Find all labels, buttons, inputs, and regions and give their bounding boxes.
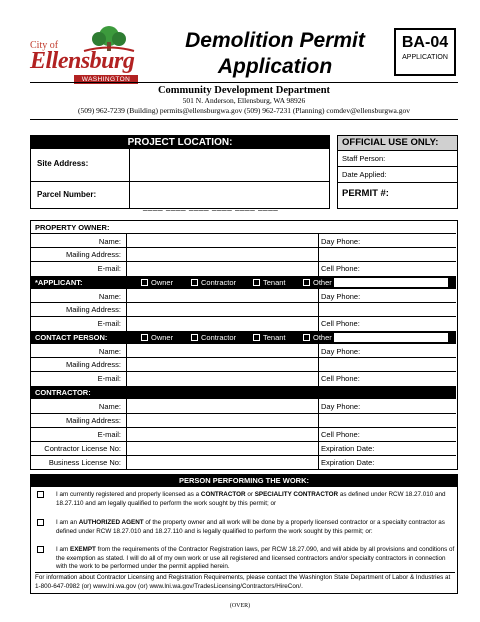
contact-owner-option[interactable] (141, 333, 173, 342)
authorized-agent-checkbox[interactable] (37, 519, 44, 526)
business-license-expiration-label: Expiration Date: (321, 458, 375, 467)
city-logo (30, 24, 155, 84)
parcel-number-label: Parcel Number: (37, 190, 97, 199)
checkbox[interactable] (141, 279, 148, 286)
checkbox[interactable] (253, 334, 260, 341)
project-location-heading: PROJECT LOCATION: (31, 136, 329, 149)
owner-cell-phone-label: Cell Phone: (321, 264, 360, 273)
divider (126, 344, 127, 386)
contact-information-form (30, 220, 458, 470)
department-contacts: (509) 962-7239 (Building) permits@ellensburgwa.gov (509) 962-7231 (Planning) comdev@ellensburgwa.gov (77, 106, 411, 115)
staff-person-label: Staff Person: (338, 150, 457, 166)
business-license-label: Business License No: (48, 458, 121, 467)
contractor-mailing-label: Mailing Address: (65, 416, 121, 425)
checkbox[interactable] (141, 334, 148, 341)
exempt-checkbox[interactable] (37, 546, 44, 553)
contact-tenant-option[interactable] (253, 333, 286, 342)
logo-state: WASHINGTON (74, 75, 138, 84)
contractor-license-expiration-label: Expiration Date: (321, 444, 375, 453)
contact-tenant-label: Tenant (263, 333, 286, 342)
divider (31, 441, 456, 442)
contact-contractor-option[interactable] (191, 333, 236, 342)
applicant-other-label: Other (313, 278, 332, 287)
contact-email-label: E-mail: (97, 374, 121, 383)
divider (318, 289, 319, 331)
contact-other-field[interactable] (334, 333, 448, 342)
parcel-number-field[interactable]: ____ ____ ____ ____ ____ ____ (143, 202, 279, 211)
site-address-label: Site Address: (37, 159, 89, 168)
contractor-email-label: E-mail: (97, 430, 121, 439)
contact-cell-phone-label: Cell Phone: (321, 374, 360, 383)
licensing-info-text: For information about Contractor Licensing and Registration Requirements, please contact the Washington State Department of Labor & Industries at 1-800-647-0982 (or) www.lni.wa.gov (or) www.lni.wa.gov/TradesLicensing/Contractors/HireCon/. (35, 572, 455, 591)
applicant-heading: *APPLICANT: (31, 276, 456, 289)
owner-email-label: E-mail: (97, 264, 121, 273)
form-code: BA-04 (401, 34, 449, 51)
contractor-cell-phone-label: Cell Phone: (321, 430, 360, 439)
checkbox[interactable] (191, 334, 198, 341)
contact-other-label: Other (313, 333, 332, 342)
title-line-1: Demolition Permit (185, 29, 365, 52)
property-owner-heading: PROPERTY OWNER: (31, 221, 456, 234)
applicant-day-phone-label: Day Phone: (321, 292, 361, 301)
applicant-tenant-label: Tenant (263, 278, 286, 287)
divider (126, 289, 127, 331)
divider (318, 344, 319, 386)
date-applied-label: Date Applied: (338, 166, 457, 182)
divider (31, 316, 456, 317)
applicant-contractor-option[interactable] (191, 278, 236, 287)
form-title (160, 28, 390, 80)
licensed-contractor-option (35, 491, 455, 508)
applicant-owner-label: Owner (151, 278, 174, 287)
form-code-badge (394, 28, 456, 76)
licensed-contractor-checkbox[interactable] (37, 491, 44, 498)
divider (31, 357, 456, 358)
official-use-box (337, 135, 458, 209)
divider (31, 261, 456, 262)
contractor-license-label: Contractor License No: (44, 444, 121, 453)
licensed-contractor-text: I am currently registered and properly licensed as a CONTRACTOR or SPECIALITY CONTRACTOR as defined under RCW 18.27.010 and 18.27.110 and am legally qualified to perform the work sought by this permit; or (56, 491, 446, 507)
exempt-text: I am EXEMPT from the requirements of the Contractor Registration laws, per RCW 18.27.090, and will abide by all provisions and conditions of the exemption as stated. I will do all of my own work or use all registered and licensed contractors and/or specialty contractors in connection with the work to be performed under the permit applied herein. (56, 546, 455, 570)
owner-mailing-label: Mailing Address: (65, 250, 121, 259)
contact-owner-label: Owner (151, 333, 174, 342)
owner-name-label: Name: (98, 237, 121, 246)
divider (126, 234, 127, 276)
contractor-name-label: Name: (98, 402, 121, 411)
applicant-email-label: E-mail: (97, 319, 121, 328)
checkbox[interactable] (303, 279, 310, 286)
contractor-heading: CONTRACTOR: (31, 386, 456, 399)
applicant-contractor-label: Contractor (201, 278, 237, 287)
authorized-agent-text: I am an AUTHORIZED AGENT of the property owner and all work will be done by a properly licensed contractor or a specialty contractor as defined under RCW 18.27.010 and 18.27.110 and is legally qualified to perform the work sought by this permit; or: (56, 519, 445, 535)
checkbox[interactable] (191, 279, 198, 286)
logo-city-name: Ellensburg (30, 48, 135, 74)
contact-mailing-label: Mailing Address: (65, 360, 121, 369)
divider (318, 399, 319, 469)
divider (31, 427, 456, 428)
divider (129, 149, 130, 209)
person-performing-work-box (30, 474, 458, 594)
logo-city-of: City of (30, 40, 59, 51)
contact-day-phone-label: Day Phone: (321, 347, 361, 356)
authorized-agent-option (35, 519, 455, 536)
applicant-mailing-label: Mailing Address: (65, 305, 121, 314)
contact-other-option[interactable] (303, 333, 332, 342)
applicant-other-field[interactable] (334, 278, 448, 287)
checkbox[interactable] (253, 279, 260, 286)
divider (31, 455, 456, 456)
divider (31, 302, 456, 303)
owner-day-phone-label: Day Phone: (321, 237, 361, 246)
applicant-cell-phone-label: Cell Phone: (321, 319, 360, 328)
page-footer: (OVER) (229, 603, 251, 609)
department-info (30, 82, 458, 120)
contact-contractor-label: Contractor (201, 333, 237, 342)
project-location-box (30, 135, 330, 209)
divider (31, 371, 456, 372)
contact-name-label: Name: (98, 347, 121, 356)
contact-person-heading: CONTACT PERSON: (31, 331, 456, 344)
checkbox[interactable] (303, 334, 310, 341)
divider (31, 181, 329, 182)
title-line-2: Application (217, 55, 333, 78)
exempt-option (35, 546, 455, 572)
official-use-heading: OFFICIAL USE ONLY: (338, 136, 457, 150)
department-address: 501 N. Anderson, Ellensburg, WA 98926 (182, 96, 306, 105)
divider (31, 413, 456, 414)
site-address-field[interactable] (131, 150, 327, 180)
contractor-day-phone-label: Day Phone: (321, 402, 361, 411)
person-performing-heading: PERSON PERFORMING THE WORK: (31, 475, 457, 487)
permit-number-label: PERMIT #: (338, 182, 457, 206)
department-name: Community Development Department (157, 85, 331, 96)
form-type: APPLICATION (402, 54, 448, 61)
applicant-tenant-option[interactable] (253, 278, 286, 287)
applicant-owner-option[interactable] (141, 278, 173, 287)
divider (31, 247, 456, 248)
divider (126, 399, 127, 469)
divider (318, 234, 319, 276)
applicant-other-option[interactable] (303, 278, 332, 287)
applicant-name-label: Name: (98, 292, 121, 301)
